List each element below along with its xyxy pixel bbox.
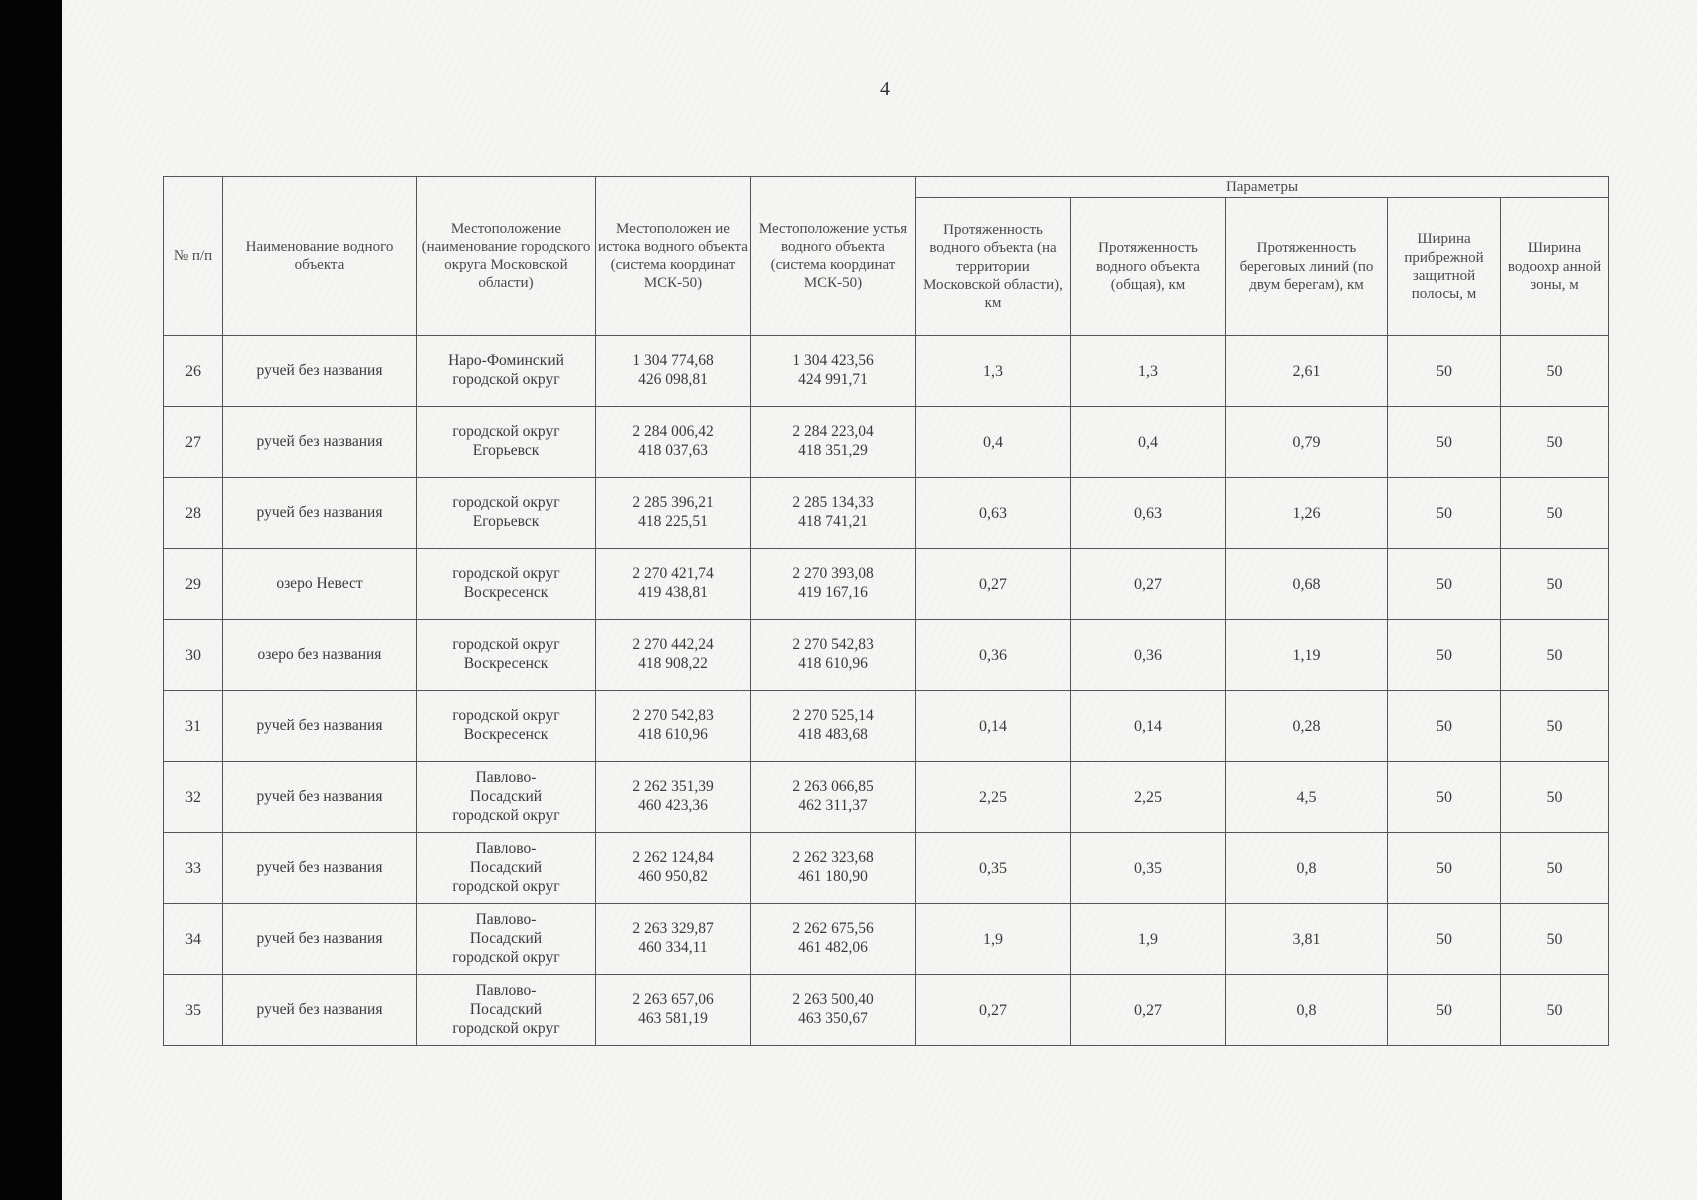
- cell-number: 29: [164, 549, 223, 620]
- cell-location: [417, 975, 596, 1046]
- cell-coastal-strip: 50: [1388, 407, 1501, 478]
- cell-length-total: 1,3: [1071, 336, 1226, 407]
- cell-protection-zone: 50: [1501, 691, 1609, 762]
- cell-location-line: Наро-Фоминский: [448, 352, 564, 370]
- water-objects-table: [163, 176, 1609, 1046]
- cell-location-line: городской округ: [452, 565, 560, 583]
- cell-mouth: [751, 549, 916, 620]
- cell-name: ручей без названия: [223, 975, 417, 1046]
- cell-coastal-strip: 50: [1388, 549, 1501, 620]
- cell-length-region: 0,4: [916, 407, 1071, 478]
- cell-source: [596, 407, 751, 478]
- cell-location-line: Посадский: [469, 858, 543, 876]
- table-row: [164, 549, 1609, 620]
- cell-mouth: [751, 336, 916, 407]
- cell-location: [417, 762, 596, 833]
- header-name: Наименование водного объекта: [223, 177, 417, 336]
- cell-mouth-line: 2 270 525,14: [792, 707, 874, 725]
- cell-protection-zone: 50: [1501, 407, 1609, 478]
- cell-source-line: 463 581,19: [638, 1010, 708, 1028]
- header-parameters: Параметры: [916, 177, 1609, 198]
- cell-source: [596, 620, 751, 691]
- table-body: [164, 336, 1609, 1046]
- cell-number: 31: [164, 691, 223, 762]
- cell-length-total: 0,63: [1071, 478, 1226, 549]
- table-row: [164, 620, 1609, 691]
- cell-name: ручей без названия: [223, 336, 417, 407]
- table-row: [164, 407, 1609, 478]
- cell-coastal-strip: 50: [1388, 336, 1501, 407]
- cell-source-line: 2 263 329,87: [632, 920, 714, 938]
- cell-mouth-line: 461 482,06: [798, 939, 868, 957]
- cell-source: [596, 762, 751, 833]
- cell-name: ручей без названия: [223, 762, 417, 833]
- cell-length-total: 1,9: [1071, 904, 1226, 975]
- cell-protection-zone: 50: [1501, 904, 1609, 975]
- cell-location: [417, 336, 596, 407]
- cell-location-line: Воскресенск: [463, 726, 549, 744]
- cell-protection-zone: 50: [1501, 336, 1609, 407]
- cell-length-region: 0,36: [916, 620, 1071, 691]
- cell-mouth-line: 419 167,16: [798, 584, 868, 602]
- cell-source-line: 2 270 421,74: [632, 565, 714, 583]
- cell-shore-length: 3,81: [1226, 904, 1388, 975]
- cell-location-line: Павлово-: [475, 839, 537, 857]
- cell-location: [417, 691, 596, 762]
- cell-protection-zone: 50: [1501, 549, 1609, 620]
- cell-mouth-line: 2 270 393,08: [792, 565, 874, 583]
- cell-shore-length: 2,61: [1226, 336, 1388, 407]
- cell-coastal-strip: 50: [1388, 762, 1501, 833]
- cell-mouth: [751, 833, 916, 904]
- cell-location-line: городской округ: [452, 948, 560, 966]
- cell-location-line: Павлово-: [475, 981, 537, 999]
- cell-length-total: 0,27: [1071, 975, 1226, 1046]
- table-row: [164, 904, 1609, 975]
- cell-length-total: 0,4: [1071, 407, 1226, 478]
- cell-location: [417, 549, 596, 620]
- cell-mouth-line: 462 311,37: [798, 797, 868, 815]
- header-shore-length: Протяженность береговых линий (по двум берегам), км: [1226, 198, 1388, 336]
- cell-shore-length: 4,5: [1226, 762, 1388, 833]
- cell-mouth: [751, 620, 916, 691]
- cell-source: [596, 904, 751, 975]
- cell-location-line: Павлово-: [475, 768, 537, 786]
- cell-source: [596, 336, 751, 407]
- cell-mouth-line: 2 263 500,40: [792, 991, 874, 1009]
- cell-location-line: Посадский: [469, 929, 543, 947]
- cell-mouth-line: 2 285 134,33: [792, 494, 874, 512]
- cell-protection-zone: 50: [1501, 833, 1609, 904]
- cell-name: озеро Невест: [223, 549, 417, 620]
- cell-location: [417, 620, 596, 691]
- cell-source-line: 2 263 657,06: [632, 991, 714, 1009]
- cell-location: [417, 407, 596, 478]
- cell-coastal-strip: 50: [1388, 691, 1501, 762]
- cell-location-line: городской округ: [452, 636, 560, 654]
- cell-mouth-line: 463 350,67: [798, 1010, 868, 1028]
- cell-source-line: 2 262 351,39: [632, 778, 714, 796]
- cell-location: [417, 904, 596, 975]
- cell-source-line: 418 610,96: [638, 726, 708, 744]
- cell-location-line: городской округ: [452, 707, 560, 725]
- cell-location-line: городской округ: [452, 1019, 560, 1037]
- cell-number: 34: [164, 904, 223, 975]
- cell-number: 32: [164, 762, 223, 833]
- cell-source-line: 419 438,81: [638, 584, 708, 602]
- cell-source: [596, 691, 751, 762]
- cell-number: 27: [164, 407, 223, 478]
- header-length-region: Протяженность водного объекта (на территории Московской области), км: [916, 198, 1071, 336]
- cell-length-region: 1,9: [916, 904, 1071, 975]
- cell-location: [417, 833, 596, 904]
- header-number: № п/п: [164, 177, 223, 336]
- cell-protection-zone: 50: [1501, 478, 1609, 549]
- cell-source-line: 2 270 542,83: [632, 707, 714, 725]
- cell-location-line: городской округ: [452, 494, 560, 512]
- cell-mouth-line: 461 180,90: [798, 868, 868, 886]
- cell-name: ручей без названия: [223, 833, 417, 904]
- cell-mouth: [751, 975, 916, 1046]
- cell-mouth-line: 424 991,71: [798, 371, 868, 389]
- cell-mouth: [751, 762, 916, 833]
- cell-mouth-line: 2 262 675,56: [792, 920, 874, 938]
- cell-name: ручей без названия: [223, 691, 417, 762]
- cell-source-line: 460 334,11: [638, 939, 708, 957]
- cell-source-line: 460 950,82: [638, 868, 708, 886]
- cell-name: ручей без названия: [223, 407, 417, 478]
- table-row: [164, 762, 1609, 833]
- cell-coastal-strip: 50: [1388, 975, 1501, 1046]
- table-row: [164, 336, 1609, 407]
- cell-coastal-strip: 50: [1388, 904, 1501, 975]
- cell-source-line: 1 304 774,68: [632, 352, 714, 370]
- cell-source-line: 2 285 396,21: [632, 494, 714, 512]
- cell-location-line: городской округ: [452, 371, 560, 389]
- cell-length-region: 1,3: [916, 336, 1071, 407]
- cell-source: [596, 549, 751, 620]
- cell-number: 35: [164, 975, 223, 1046]
- cell-mouth-line: 2 263 066,85: [792, 778, 874, 796]
- cell-number: 30: [164, 620, 223, 691]
- cell-number: 26: [164, 336, 223, 407]
- cell-mouth-line: 2 270 542,83: [792, 636, 874, 654]
- cell-mouth: [751, 691, 916, 762]
- cell-length-total: 0,36: [1071, 620, 1226, 691]
- cell-source-line: 418 037,63: [638, 442, 708, 460]
- cell-source-line: 418 908,22: [638, 655, 708, 673]
- cell-coastal-strip: 50: [1388, 478, 1501, 549]
- cell-source: [596, 975, 751, 1046]
- cell-mouth-line: 418 741,21: [798, 513, 868, 531]
- cell-location-line: городской округ: [452, 806, 560, 824]
- header-location: Местоположение (наименование городского округа Московской области): [417, 177, 596, 336]
- cell-protection-zone: 50: [1501, 620, 1609, 691]
- cell-source-line: 460 423,36: [638, 797, 708, 815]
- header-length-total: Протяженность водного объекта (общая), км: [1071, 198, 1226, 336]
- cell-coastal-strip: 50: [1388, 833, 1501, 904]
- table-row: [164, 975, 1609, 1046]
- cell-location-line: Посадский: [469, 787, 543, 805]
- cell-mouth-line: 418 483,68: [798, 726, 868, 744]
- cell-location-line: Павлово-: [475, 910, 537, 928]
- cell-source-line: 2 262 124,84: [632, 849, 714, 867]
- cell-protection-zone: 50: [1501, 762, 1609, 833]
- cell-shore-length: 1,26: [1226, 478, 1388, 549]
- cell-source: [596, 833, 751, 904]
- cell-mouth-line: 418 351,29: [798, 442, 868, 460]
- page-number: 4: [880, 78, 890, 100]
- cell-number: 33: [164, 833, 223, 904]
- cell-location-line: Воскресенск: [463, 655, 549, 673]
- cell-source-line: 426 098,81: [638, 371, 708, 389]
- cell-shore-length: 1,19: [1226, 620, 1388, 691]
- table-row: [164, 691, 1609, 762]
- scan-edge: [0, 0, 62, 1200]
- header-protection-zone: Ширина водоохр анной зоны, м: [1501, 198, 1609, 336]
- cell-coastal-strip: 50: [1388, 620, 1501, 691]
- cell-mouth: [751, 478, 916, 549]
- cell-length-region: 0,27: [916, 975, 1071, 1046]
- cell-name: озеро без названия: [223, 620, 417, 691]
- cell-length-region: 0,63: [916, 478, 1071, 549]
- cell-length-region: 0,14: [916, 691, 1071, 762]
- cell-location-line: городской округ: [452, 423, 560, 441]
- cell-location-line: городской округ: [452, 877, 560, 895]
- cell-location-line: Воскресенск: [463, 584, 549, 602]
- cell-length-total: 0,27: [1071, 549, 1226, 620]
- cell-shore-length: 0,8: [1226, 833, 1388, 904]
- cell-source-line: 2 284 006,42: [632, 423, 714, 441]
- cell-length-total: 0,14: [1071, 691, 1226, 762]
- cell-length-region: 2,25: [916, 762, 1071, 833]
- cell-mouth-line: 1 304 423,56: [792, 352, 874, 370]
- cell-length-region: 0,35: [916, 833, 1071, 904]
- table-header: [164, 177, 1609, 336]
- cell-location-line: Посадский: [469, 1000, 543, 1018]
- cell-shore-length: 0,68: [1226, 549, 1388, 620]
- cell-shore-length: 0,79: [1226, 407, 1388, 478]
- cell-shore-length: 0,8: [1226, 975, 1388, 1046]
- cell-length-region: 0,27: [916, 549, 1071, 620]
- table-row: [164, 478, 1609, 549]
- cell-number: 28: [164, 478, 223, 549]
- table-row: [164, 833, 1609, 904]
- cell-mouth: [751, 407, 916, 478]
- header-source: Местоположен ие истока водного объекта (система координат МСК-50): [596, 177, 751, 336]
- cell-mouth-line: 2 262 323,68: [792, 849, 874, 867]
- cell-location-line: Егорьевск: [472, 442, 540, 460]
- cell-protection-zone: 50: [1501, 975, 1609, 1046]
- cell-mouth-line: 2 284 223,04: [792, 423, 874, 441]
- cell-source-line: 2 270 442,24: [632, 636, 714, 654]
- cell-source: [596, 478, 751, 549]
- cell-length-total: 2,25: [1071, 762, 1226, 833]
- cell-shore-length: 0,28: [1226, 691, 1388, 762]
- cell-mouth-line: 418 610,96: [798, 655, 868, 673]
- cell-location: [417, 478, 596, 549]
- cell-location-line: Егорьевск: [472, 513, 540, 531]
- header-coastal-strip: Ширина прибрежной защитной полосы, м: [1388, 198, 1501, 336]
- cell-name: ручей без названия: [223, 478, 417, 549]
- cell-mouth: [751, 904, 916, 975]
- cell-name: ручей без названия: [223, 904, 417, 975]
- cell-length-total: 0,35: [1071, 833, 1226, 904]
- header-mouth: Местоположение устья водного объекта (система координат МСК-50): [751, 177, 916, 336]
- cell-source-line: 418 225,51: [638, 513, 708, 531]
